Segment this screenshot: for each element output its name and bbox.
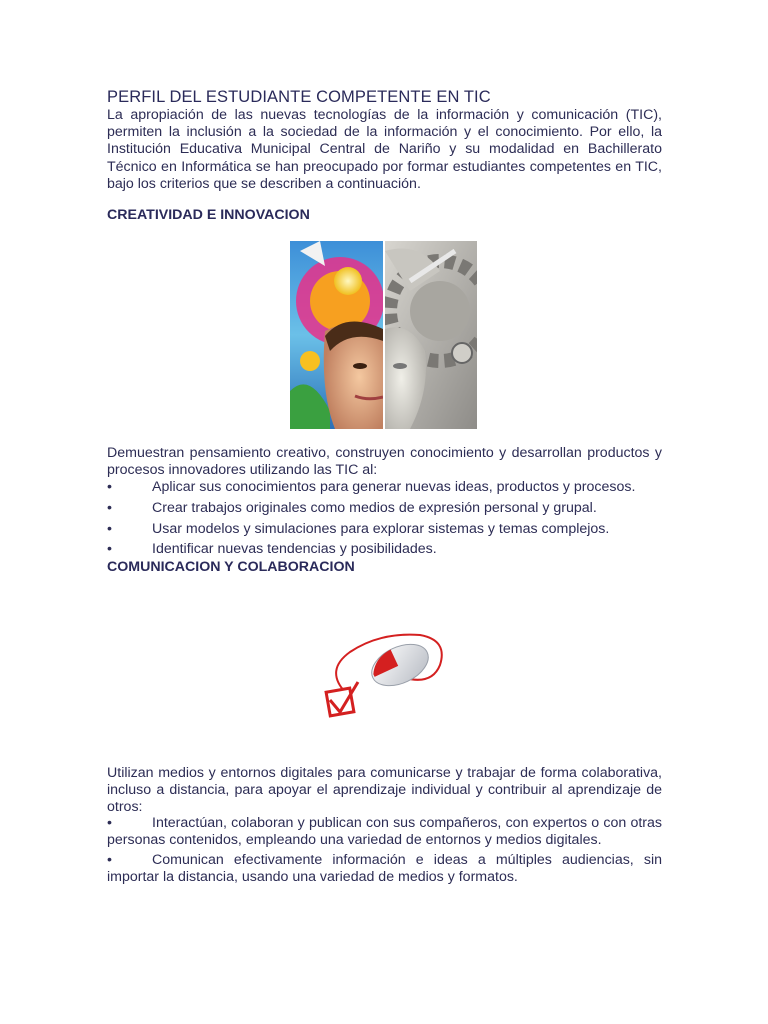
bullet-marker: • bbox=[107, 499, 112, 516]
page-title: PERFIL DEL ESTUDIANTE COMPETENTE EN TIC bbox=[107, 88, 491, 106]
bullet-marker: • bbox=[107, 479, 112, 495]
list-item: • Interactúan, colaboran y publican con sus compañeros, con expertos o con otras personas contenidos, empleando una variedad de entornos y medios digitales. bbox=[107, 815, 662, 849]
list-item: • Usar modelos y simulaciones para explorar sistemas y temas complejos. bbox=[107, 520, 610, 537]
bullet-marker: • bbox=[107, 815, 112, 831]
bullet-marker: • bbox=[107, 541, 112, 558]
creativity-collage-image bbox=[290, 241, 477, 429]
mouse-checkbox-image bbox=[320, 630, 450, 720]
section-heading-comunicacion: COMUNICACION Y COLABORACION bbox=[107, 559, 355, 575]
list-item: • Comunican efectivamente información e ideas a múltiples audiencias, sin importar la distancia, usando una variedad de medios y formatos. bbox=[107, 852, 662, 886]
section-body-creatividad: Demuestran pensamiento creativo, construyen conocimiento y desarrollan productos y procesos innovadores utilizando las TIC al: bbox=[107, 445, 662, 479]
intro-paragraph: La apropiación de las nuevas tecnologías de la información y comunicación (TIC), permiten la inclusión a la sociedad de la información y el conocimiento. Por ello, la Institución Educativa Municipal Central de Nariño y su modalidad en Bachillerato Técnico en Informática se han preocupado por formar estudiantes competentes en TIC, bajo los criterios que se describen a continuación. bbox=[107, 107, 662, 192]
section-body-comunicacion: Utilizan medios y entornos digitales para comunicarse y trabajar de forma colaborativa, incluso a distancia, para apoyar el aprendizaje individual y contribuir al aprendizaje de otros: bbox=[107, 765, 662, 816]
section-heading-creatividad: CREATIVIDAD E INNOVACION bbox=[107, 207, 310, 223]
list-item: • Identificar nuevas tendencias y posibilidades. bbox=[107, 541, 437, 558]
list-item: • Aplicar sus conocimientos para generar nuevas ideas, productos y procesos. bbox=[107, 479, 636, 495]
list-item: • Crear trabajos originales como medios de expresión personal y grupal. bbox=[107, 499, 597, 516]
bullet-marker: • bbox=[107, 520, 112, 537]
collage-illustration bbox=[290, 241, 477, 429]
mouse-illustration bbox=[320, 630, 450, 720]
creatividad-bullet-list bbox=[107, 479, 662, 562]
bullet-marker: • bbox=[107, 852, 112, 868]
